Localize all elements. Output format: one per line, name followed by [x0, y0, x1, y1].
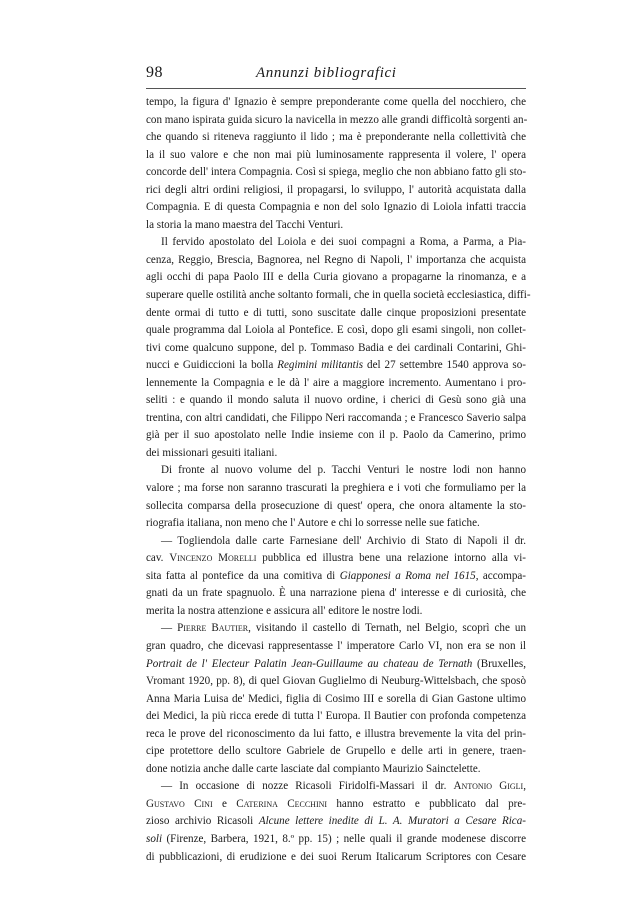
text-line: — Togliendola dalle carte Farnesiane dell' Archivio di Stato di Napoli il dr. [161, 534, 526, 547]
text-line: rici degli altri ordini religiosi, il propagarsi, lo sviluppo, l' autorità acquistata dalla [146, 183, 526, 196]
text-line: la il suo valore e che non mai più luminosamente rappresenta il volere, l' opera [146, 148, 526, 161]
text-run: — [161, 622, 178, 635]
text-line: trentina, con altri candidati, che Filippo Neri raccomanda ; e Francesco Saverio salpa [146, 411, 526, 424]
text-line: valore ; ma forse non saranno trascurati la preghiera e i voti che formuliamo per la [146, 482, 526, 495]
work-title: Portrait de l' Electeur Palatin Jean-Guillaume au chateau de Ternath [146, 657, 473, 670]
author-name: Gustavo Cini [146, 797, 213, 810]
text-line: dente ormai di tutto e di tutti, sono suscitate dalle cinque proposizioni presentate [146, 306, 526, 319]
text-line: cenza, Reggio, Brescia, Bagnorea, nel Regno di Napoli, l' importanza che acquista [146, 253, 526, 266]
text-line: tivi come qualcuno suppone, del p. Tommaso Badia e dei cardinali Contarini, Ghi- [146, 341, 526, 354]
text-line [146, 831, 526, 849]
text-line: tempo, la figura d' Ignazio è sempre preponderante come quella del nocchiero, che [146, 96, 526, 108]
text-line: che quando si riteneva raggiunto il lido ; ma è preponderante nella collettività che [146, 131, 526, 144]
text-line: con mano ispirata guida sicuro la navicella in mezzo alle grandi difficoltà sorgenti an- [146, 113, 528, 126]
work-title: Alcune lettere inedite di L. A. Muratori a Cesare Rica- [258, 815, 526, 828]
header-rule [146, 88, 526, 89]
text-line: già per il suo apostolato nelle Indie insieme con il p. Paolo da Camerino, primo [146, 429, 526, 442]
text-run: del 27 settembre 1540 approva so- [363, 359, 526, 372]
text-run: zioso archivio Ricasoli [146, 815, 259, 828]
text-run: sita fatta al pontefice da una comitiva di [146, 569, 340, 582]
text-line: quale programma dal Loiola al Pontefice. E così, dopo gli esami singoli, non collet- [146, 324, 526, 337]
running-title: Annunzi bibliografici [256, 65, 397, 81]
text-line: gnati da un frate spagnuolo. È una narrazione piena d' interesse e di curiosità, che [146, 587, 526, 600]
text-line [146, 813, 526, 831]
text-line [146, 656, 526, 674]
text-line [146, 550, 526, 568]
text-run: , [523, 780, 526, 793]
text-run: cav. [146, 552, 170, 565]
text-line: superare quelle ostilità anche soltanto formali, che in quella società ecclesiastica, diffi- [146, 289, 531, 302]
author-name: Pierre Bautier [177, 622, 249, 635]
text-line: concorde dell' intera Compagnia. Così si spiega, meglio che non abbiano fatto gli sto- [146, 166, 527, 179]
text-line [146, 357, 526, 375]
text-run: hanno estratto e pubblicato dal pre- [327, 797, 526, 810]
text-line: sollecita comparsa della prosecuzione di quest' opera, che onora altamente la sto- [146, 499, 526, 512]
text-line: riografia italiana, non meno che l' Autore e chi lo sorresse nelle sue fatiche. [146, 517, 480, 530]
text-line: Il fervido apostolato del Loiola e dei suoi compagni a Roma, a Parma, a Pia- [161, 236, 526, 249]
text-line [146, 796, 526, 814]
text-line [146, 620, 526, 638]
author-name: Vincenzo Morelli [169, 552, 257, 565]
text-run: (Bruxelles, [472, 657, 526, 670]
work-title: soli [146, 832, 163, 845]
text-line: Vromant 1920, pp. 8), di quel Giovan Guglielmo di Neuburg-Wittelsbach, che sposò [146, 675, 526, 688]
text-run: pubblica ed illustra bene una relazione intorno alla vi- [256, 552, 526, 565]
author-name: Caterina Cecchini [236, 797, 328, 810]
body-text [146, 94, 531, 866]
page-number: 98 [146, 64, 163, 81]
text-line: done notizia anche dalle carte lasciate dal compianto Maurizio Sainctelette. [146, 762, 481, 775]
text-line: dei Medici, la più ricca erede di tutta l' Europa. Il Bautier con profonda competenza [146, 710, 526, 723]
page-header [146, 64, 526, 86]
text-line: la storia la mano maestra del Tacchi Venturi. [146, 218, 344, 231]
text-run: (Firenze, Barbera, 1921, 8.º pp. 15) ; nelle quali il grande modenese discorre [162, 832, 526, 845]
text-line: reca le prove del riconoscimento da lui fatto, e illustra brevemente la vita del prin- [146, 727, 526, 740]
text-line [146, 568, 526, 586]
text-line: lennemente la Compagnia e le dà l' aire a maggiore incremento. Aumentano i pro- [146, 376, 526, 389]
text-line: Di fronte al nuovo volume del p. Tacchi Venturi le nostre lodi non hanno [161, 464, 526, 477]
text-line: gran quadro, che dicevasi rappresentasse l' imperatore Carlo VI, non era se non il [146, 639, 526, 652]
text-run: — In occasione di nozze Ricasoli Firidolfi-Massari il dr. [161, 780, 454, 793]
text-line: Anna Maria Luisa de' Medici, figlia di Cosimo III e sorella di Gian Gastone ultimo [146, 692, 526, 705]
text-line [146, 778, 526, 796]
text-line: merita la nostra attenzione e assicura all' editore le nostre lodi. [146, 604, 423, 617]
work-title: Giapponesi a Roma nel 1615 [339, 569, 476, 582]
text-line: dei missionari gesuiti italiani. [146, 446, 278, 459]
text-line: cipe protettore dello scultore Gabriele de Grupello e delle arti in genere, traen- [146, 745, 526, 758]
text-line: di pubblicazioni, di erudizione e dei suoi Rerum Italicarum Scriptores con Cesare [146, 850, 526, 863]
text-line: agli occhi di papa Paolo III e della Curia giovano a propagarne la rinomanza, e a [146, 271, 526, 284]
text-line: Compagnia. E di questa Compagnia e non del solo Ignazio di Loiola infatti traccia [146, 201, 526, 214]
text-run: e [212, 797, 237, 810]
text-run: , accompa- [475, 569, 526, 582]
text-line: seliti : e quando il mondo saluta il nuovo ordine, i cherici di Gesù sono già una [146, 394, 526, 407]
text-run: , visitando il castello di Ternath, nel Belgio, scoprì che un [248, 622, 526, 635]
author-name: Antonio Gigli [453, 780, 524, 793]
text-run: nucci e Guidiccioni la bolla [146, 359, 278, 372]
bull-title: Regimini militantis [277, 359, 364, 372]
